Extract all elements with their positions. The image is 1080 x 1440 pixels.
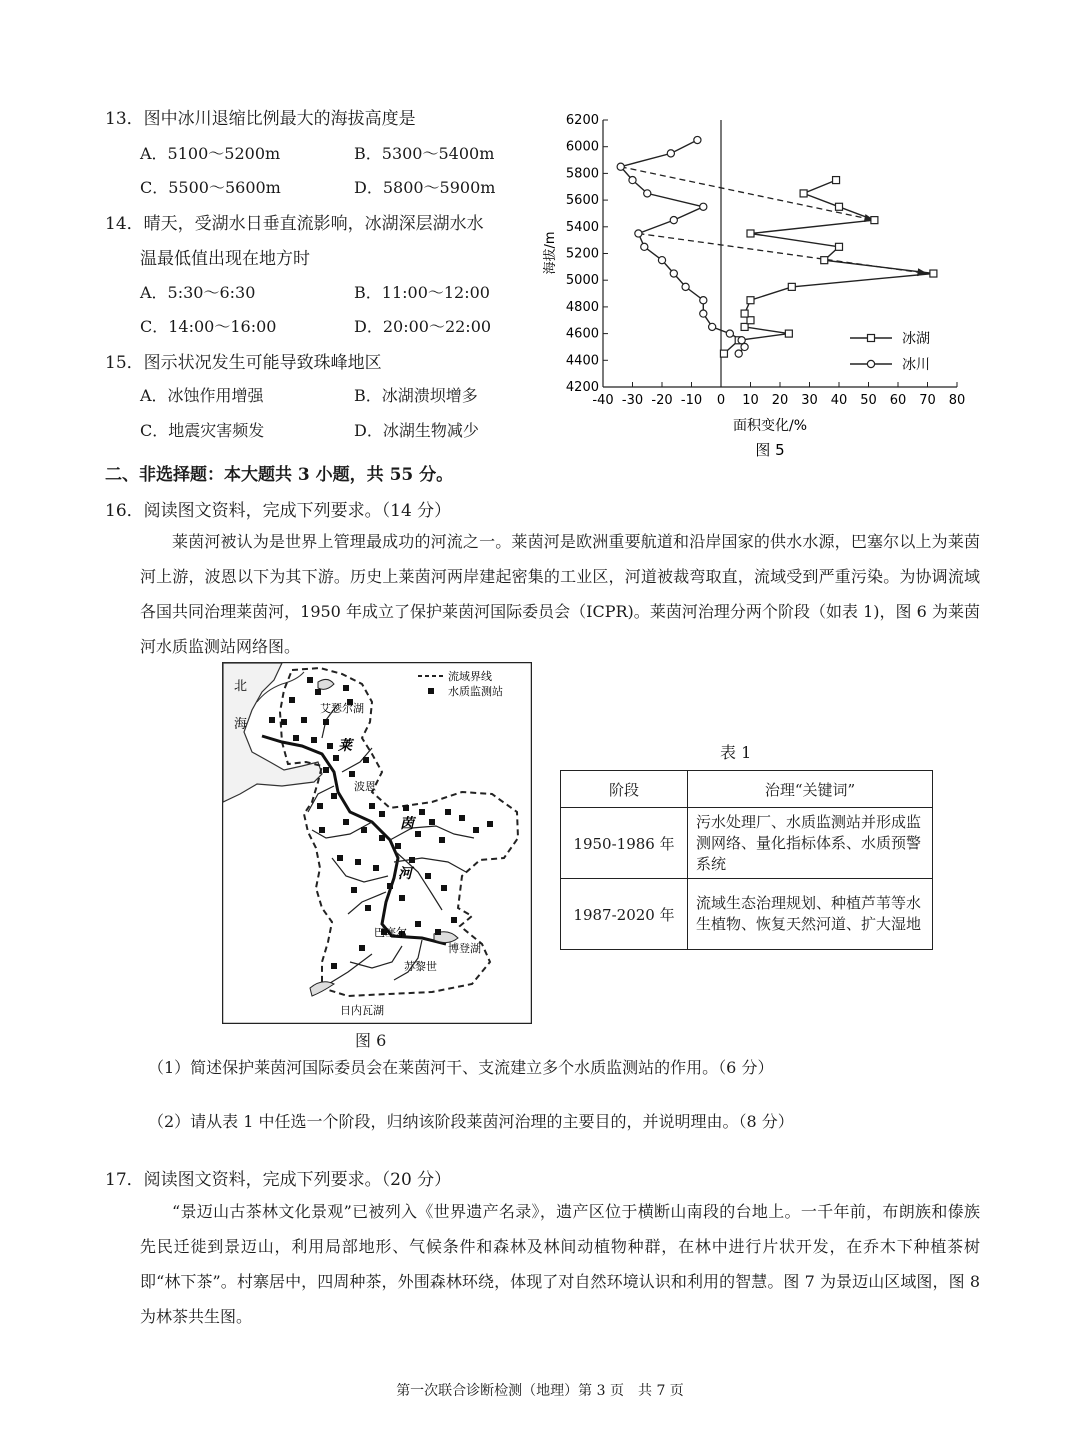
x-tick-label: 40 [830,393,848,408]
monitoring-station-icon [425,873,431,879]
q16-paragraph: 莱茵河被认为是世界上管理最成功的河流之一。莱茵河是欧洲重要航道和沿岸国家的供水水源，巴塞尔以上为莱茵河上游，波恩以下为其下游。历史上莱茵河两岸建起密集的工业区，河道被裁弯取直，流域受到严重污染。为协调流域各国共同治理莱茵河，1950 年成立了保护莱茵河国际委员会（ICPR)。莱茵河治理分两个阶段（如表 1)，图 6 为莱茵河水质监测站网络图。 [140,532,980,656]
glacier-point [682,283,689,290]
table-header-keywords: 治理“关键词” [688,771,933,808]
monitoring-station-icon [395,843,401,849]
q17-stem: 17．阅读图文资料，完成下列要求。（20 分） [105,1170,452,1190]
monitoring-station-icon [415,921,421,927]
glacier-point [694,136,701,143]
glacier-point [641,243,648,250]
monitoring-station-icon [459,815,465,821]
page-footer: 第一次联合诊断检测（地理）第 3 页 共 7 页 [396,1383,684,1399]
monitoring-station-icon [415,831,421,837]
monitoring-station-icon [319,827,325,833]
x-tick-label: 20 [771,393,789,408]
section-2-heading: 二、非选择题：本大题共 3 小题，共 55 分。 [105,465,454,485]
monitoring-station-icon [399,895,405,901]
monitoring-station-icon [365,905,371,911]
q13-stem: 13．图中冰川退缩比例最大的海拔高度是 [105,109,416,129]
x-tick-label: 60 [889,393,907,408]
lake-point [930,270,937,277]
x-tick-label: -40 [592,393,614,408]
legend-station-label: 水质监测站 [448,685,503,698]
glacier-point [670,270,677,277]
glacier-point [667,150,674,157]
legend-label: 冰湖 [902,331,930,347]
monitoring-station-icon [355,859,361,865]
glacier-point [709,323,716,330]
table-cell-stage: 1950-1986 年 [561,808,688,879]
lake-point [833,177,840,184]
series-line-lake [724,180,934,354]
monitoring-station-icon [293,735,299,741]
y-tick-label: 5200 [565,246,599,262]
monitoring-station-icon [359,945,365,951]
lake-point [871,217,878,224]
monitoring-station-icon [409,857,415,863]
q15-option-c[interactable]: C．地震灾害频发 [140,421,265,440]
legend-marker-square [868,335,875,342]
monitoring-station-icon [373,865,379,871]
legend-marker-circle [867,360,874,367]
q15-option-a[interactable]: A．冰蚀作用增强 [140,386,264,405]
q14-option-c[interactable]: C．14:00～16:00 [140,317,277,336]
q14-stem-line2: 温最低值出现在地方时 [140,249,310,269]
q16-sub2: （2）请从表 1 中任选一个阶段，归纳该阶段莱茵河治理的主要目的，并说明理由。（8 分） [148,1112,794,1131]
monitoring-station-icon [327,743,333,749]
glacier-point [658,257,665,264]
q14-option-b[interactable]: B．11:00～12:00 [354,283,490,302]
station-legend-icon [428,688,434,694]
monitoring-station-icon [337,855,343,861]
label-ijsselmeer: 艾瑟尔湖 [320,702,364,715]
lake-point [821,257,828,264]
glacier-point [700,203,707,210]
monitoring-station-icon [379,811,385,817]
figure-5-chart [540,105,980,465]
lake-point [720,350,727,357]
y-tick-label: 6200 [565,113,599,128]
y-tick-label: 4400 [565,353,599,369]
q15-option-d[interactable]: D．冰湖生物减少 [354,421,479,440]
table-cell-stage: 1987-2020 年 [561,879,688,950]
table-cell-keywords: 流域生态治理规划、种植芦苇等水生植物、恢复天然河道、扩大湿地 [688,879,933,950]
monitoring-station-icon [351,887,357,893]
lake-point [800,190,807,197]
x-tick-label: -10 [680,393,703,408]
lake-point [741,310,748,317]
lake-point [747,317,754,324]
y-axis-label: 海拔/m [543,231,558,275]
monitoring-station-icon [301,717,307,723]
monitoring-station-icon [419,809,425,815]
river-label-1: 莱 [338,738,352,754]
table-cell-keywords: 污水处理厂、水质监测站并形成监测网络、量化指标体系、水质预警系统 [688,808,933,879]
glacier-point [700,310,707,317]
monitoring-station-icon [315,689,321,695]
label-basel: 巴塞尔 [374,926,407,939]
q16-sub1: （1）简述保护莱茵河国际委员会在莱茵河干、支流建立多个水质监测站的作用。（6 分） [148,1058,774,1077]
river-label-3: 河 [398,866,412,882]
q17-paragraph: “景迈山古茶林文化景观”已被列入《世界遗产名录》，遗产区位于横断山南段的台地上。一千年前，布朗族和傣族先民迁徙到景迈山，利用局部地形、气候条件和森林及林间动植物种群，在林中进行片状开发，在乔木下种植茶树即“林下茶”。村寨居中，四周种茶，外围森林环绕，体现了对自然环境认识和利用的智慧。图 7 为景迈山区域图，图 8 为林茶共生图。 [140,1202,980,1326]
lake-point [836,203,843,210]
q14-stem-line1: 14．晴天，受湖水日垂直流影响，冰湖深层湖水水 [105,214,484,234]
monitoring-station-icon [441,885,447,891]
monitoring-station-icon [323,767,329,773]
monitoring-station-icon [445,809,451,815]
x-tick-label: 10 [742,393,759,408]
figure-6-map [222,662,532,1024]
y-tick-label: 5400 [565,219,599,235]
q16-stem: 16．阅读图文资料，完成下列要求。（14 分） [105,501,452,521]
q15-stem: 15．图示状况发生可能导致珠峰地区 [105,353,382,373]
monitoring-station-icon [473,827,479,833]
x-tick-label: -20 [651,393,673,408]
label-bodensee: 博登湖 [448,942,481,955]
glacier-point [726,330,733,337]
label-sea: 海 [234,717,248,732]
x-axis-label: 面积变化/% [732,418,808,434]
lake-point [788,283,795,290]
glacier-point [670,217,677,224]
label-geneva: 日内瓦湖 [340,1004,384,1017]
series-line-glacier [621,140,745,354]
q13-option-a[interactable]: A．5100～5200m [140,144,281,163]
monitoring-station-icon [317,803,323,809]
table-header-stage: 阶段 [561,771,688,808]
x-tick-label: 30 [801,393,818,408]
x-tick-label: 50 [860,393,877,408]
monitoring-station-icon [439,837,445,843]
monitoring-station-icon [435,929,441,935]
label-bonn: 波恩 [354,780,376,793]
table-row [561,879,933,950]
x-tick-label: 70 [919,393,936,408]
monitoring-station-icon [387,883,393,889]
monitoring-station-icon [289,697,295,703]
monitoring-station-icon [363,757,369,763]
q13-option-d[interactable]: D．5800～5900m [354,178,496,197]
y-tick-label: 5600 [565,193,599,209]
glacier-point [738,337,745,344]
monitoring-station-icon [281,719,287,725]
y-tick-label: 4200 [565,380,599,395]
river-label-2: 茵 [400,816,414,832]
monitoring-station-icon [331,793,337,799]
monitoring-station-icon [343,819,349,825]
glacier-point [700,297,707,304]
monitoring-station-icon [403,805,409,811]
glacier-point [635,230,642,237]
glacier-point [617,163,624,170]
monitoring-station-icon [379,835,385,841]
y-tick-label: 4800 [565,299,599,315]
label-north: 北 [234,679,248,694]
monitoring-station-icon [451,917,457,923]
x-tick-label: 0 [716,393,726,408]
q13-option-c[interactable]: C．5500～5600m [140,178,281,197]
monitoring-station-icon [343,685,349,691]
lake-point [836,243,843,250]
monitoring-station-icon [429,819,435,825]
y-tick-label: 6000 [565,139,599,155]
figure-6-caption: 图 6 [355,1031,387,1050]
monitoring-station-icon [311,737,317,743]
q14-option-d[interactable]: D．20:00～22:00 [354,317,492,336]
legend-label: 冰川 [902,357,930,373]
lake-point [741,323,748,330]
lake-point [747,230,754,237]
monitoring-station-icon [269,717,275,723]
q14-option-a[interactable]: A．5:30～6:30 [140,283,256,302]
monitoring-station-icon [369,803,375,809]
table-row [561,808,933,879]
monitoring-station-icon [323,719,329,725]
monitoring-station-icon [361,827,367,833]
glacier-point [629,176,636,183]
figure-5-caption: 图 5 [755,441,785,459]
glacier-point [735,350,742,357]
monitoring-station-icon [307,677,313,683]
q15-option-b[interactable]: B．冰湖溃坝增多 [354,386,478,405]
y-tick-label: 5800 [565,166,599,182]
y-tick-label: 4600 [565,326,599,342]
dashed-arrow-line [621,167,875,220]
q13-option-b[interactable]: B．5300～5400m [354,144,495,163]
table-1 [560,770,933,950]
monitoring-station-icon [349,771,355,777]
y-tick-label: 5000 [565,273,599,289]
monitoring-station-icon [333,755,339,761]
label-zurich: 苏黎世 [404,960,437,973]
glacier-point [644,190,651,197]
table-1-title: 表 1 [720,743,752,762]
monitoring-station-icon [331,963,337,969]
lake-point [747,297,754,304]
legend-boundary-label: 流域界线 [448,670,492,683]
lake-point [785,330,792,337]
monitoring-station-icon [487,821,493,827]
x-tick-label: -30 [621,393,644,408]
x-tick-label: 80 [948,393,966,408]
